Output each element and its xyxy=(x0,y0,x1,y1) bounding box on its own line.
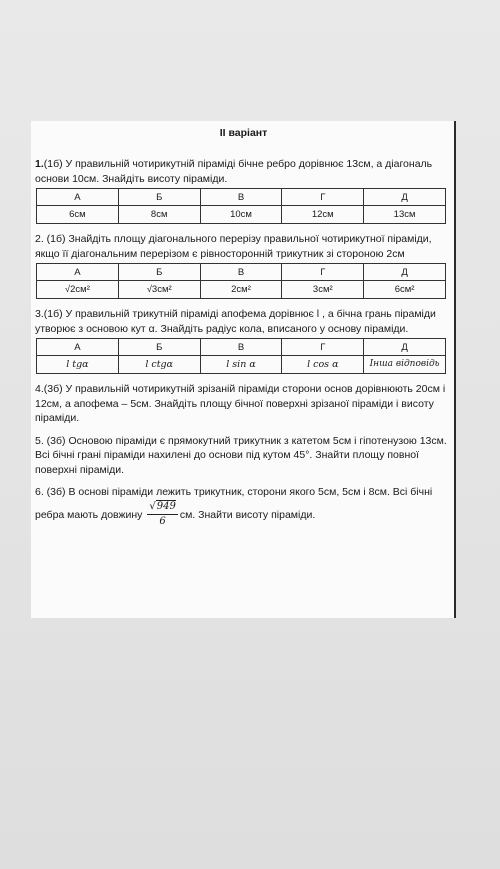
task-3 xyxy=(35,307,452,336)
task-6-radicand: 949 xyxy=(156,500,176,512)
task-1-number: 1. xyxy=(35,158,44,170)
task-2 xyxy=(35,232,452,261)
task-1-answer-e: 13см xyxy=(364,206,446,224)
task-3-header-a: А xyxy=(37,339,119,356)
task-3-answer-c: l sin α xyxy=(200,356,282,374)
task-1-text: (1б) У правильній чотирикутній піраміді бічне ребро дорівнює 13см, а діагональ основи 10см. Знайдіть висоту піраміди. xyxy=(35,158,433,185)
task-6-fraction-numerator: √949 xyxy=(147,500,177,516)
task-1-header-d: Г xyxy=(282,189,364,206)
task-1 xyxy=(35,157,452,186)
task-2-header-b: Б xyxy=(118,264,200,281)
task-3-answer-a: l tgα xyxy=(37,356,119,374)
task-3-answer-e: Інша відповідь xyxy=(364,356,446,374)
task-2-header-d: Г xyxy=(282,264,364,281)
task-2-answer-d: 3см² xyxy=(282,281,364,299)
task-2-answers xyxy=(36,263,446,299)
task-2-answer-a: √2см² xyxy=(37,281,119,299)
task-6 xyxy=(35,485,452,530)
task-2-answer-b: √3см² xyxy=(118,281,200,299)
task-1-answer-d: 12см xyxy=(282,206,364,224)
task-6-text-a: 6. (3б) В основі піраміди лежить трикутник, сторони якого 5см, 5см і 8см. Всі бічні ребра мають довжину xyxy=(35,486,433,521)
task-1-header-a: А xyxy=(37,189,119,206)
task-3-header-e: Д xyxy=(364,339,446,356)
task-2-header-e: Д xyxy=(364,264,446,281)
variant-title: II варіант xyxy=(219,127,268,139)
task-2-header-c: В xyxy=(200,264,282,281)
worksheet xyxy=(31,121,456,618)
task-3-answers xyxy=(36,338,446,374)
task-2-answer-e: 6см² xyxy=(364,281,446,299)
task-1-header-b: Б xyxy=(118,189,200,206)
task-4-text: 4.(3б) У правильній чотирикутній зрізаній піраміди сторони основ дорівнюють 20см і 12см, а апофема – 5см. Знайдіть площу бічної поверхні зрізаної піраміди і висоту піраміди. xyxy=(35,383,446,424)
task-3-header-b: Б xyxy=(118,339,200,356)
task-6-fraction xyxy=(147,500,177,530)
task-1-header-c: В xyxy=(200,189,282,206)
task-3-header-c: В xyxy=(200,339,282,356)
task-3-answer-d: l cos α xyxy=(282,356,364,374)
task-3-answer-b: l ctgα xyxy=(118,356,200,374)
task-6-fraction-denominator: 6 xyxy=(159,516,166,527)
task-2-answer-c: 2см² xyxy=(200,281,282,299)
task-3-header-d: Г xyxy=(282,339,364,356)
task-1-header-e: Д xyxy=(364,189,446,206)
task-5-text: 5. (3б) Основою піраміди є прямокутний трикутник з катетом 5см і гіпотенузою 13см. Всі бічні грані піраміди нахилені до основи під кутом 45°. Знайти площу повної поверхні піраміди. xyxy=(35,434,447,476)
task-3-text: 3.(1б) У правильній трикутній піраміді апофема дорівнює l , а бічна грань піраміди утворює з основою кут α. Знайдіть радіус кола, вписаного у основу піраміди. xyxy=(35,308,436,335)
task-1-answer-a: 6см xyxy=(37,206,119,224)
task-2-text: 2. (1б) Знайдіть площу діагонального перерізу правильної чотирикутної піраміди, якщо її діагональним перерізом є рівносторонній трикутник зі стороною 2см xyxy=(35,233,432,260)
task-5 xyxy=(35,434,452,478)
task-1-answer-b: 8см xyxy=(118,206,200,224)
task-1-answers xyxy=(36,188,446,224)
task-1-answer-c: 10см xyxy=(200,206,282,224)
task-6-text-b: см. Знайти висоту піраміди. xyxy=(179,508,316,521)
task-4 xyxy=(35,382,452,426)
task-2-header-a: А xyxy=(37,264,119,281)
